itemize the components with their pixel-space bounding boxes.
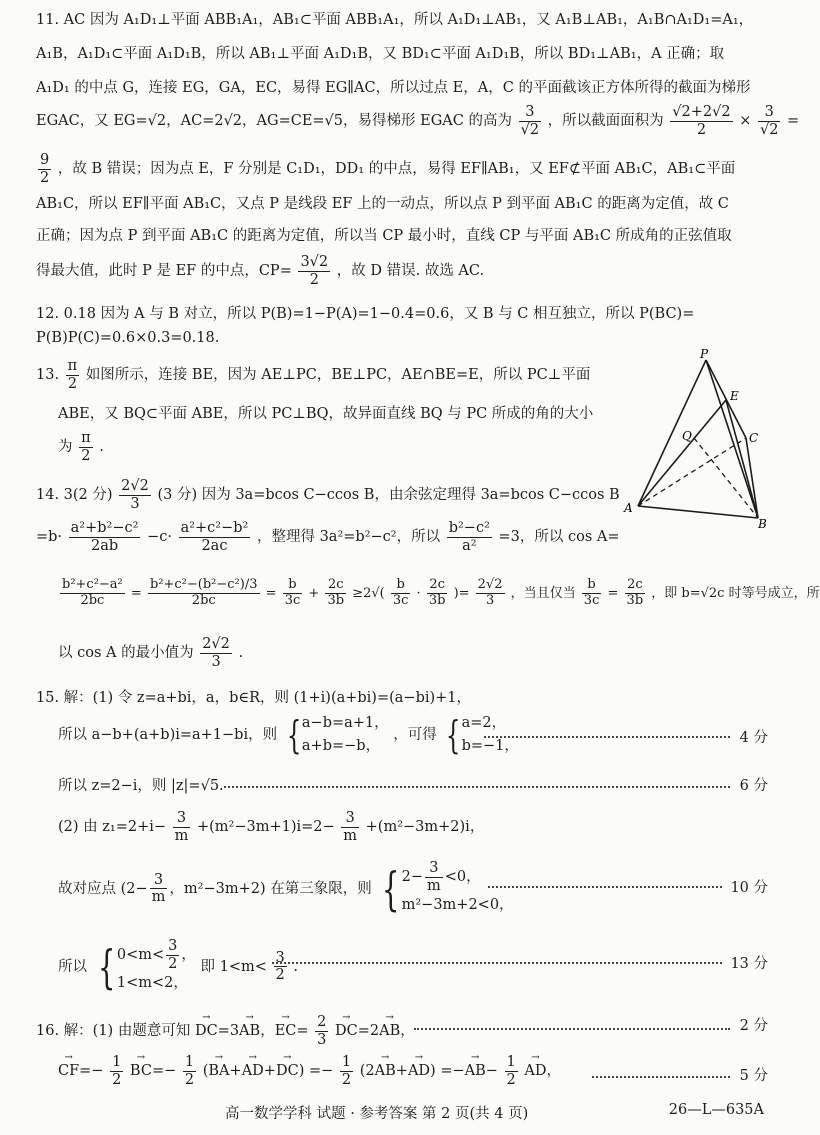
fraction: $\frac{1}{2}$ — [341, 1054, 352, 1088]
fraction: $\frac{3}{m}$ — [151, 871, 166, 906]
score-label: 5 分 — [739, 1068, 768, 1084]
fraction: $\frac{\pi}{2}$ — [81, 430, 91, 464]
dot-leader — [592, 1076, 730, 1078]
score-label: 4 分 — [739, 730, 768, 746]
fraction: $\frac{2√2}{3}$ — [121, 478, 149, 512]
equation-system: 2− $\frac{3}{m}$ <0， m²−3m+2<0， — [401, 860, 514, 914]
equation-system: a−b=a+1， a+b=−b， — [301, 715, 389, 755]
edge-PC — [706, 360, 746, 438]
fraction: $\frac{1}{2}$ — [184, 1054, 195, 1088]
dot-leader — [224, 786, 730, 788]
fraction: $\frac{b}{3c}$ — [284, 577, 301, 608]
fraction: $\frac{1}{2}$ — [112, 1054, 122, 1088]
answer-page: 11. AC 因为 A₁D₁⊥平面 ABB₁A₁，AB₁⊂平面 ABB₁A₁，所以 A₁D₁⊥AB₁，又 A₁B⊥AB₁，A₁B∩A₁D₁=A₁， A₁B，A₁D₁⊂平面 A₁D₁B，所以 AB₁⊥平面 A₁D₁B，又 BD₁⊂平面 A₁D₁B，所以 BD₁⊥AB₁，A 正确；取 A₁D₁ 的中点 G，连接 EG，GA，EC，易得 EG∥AC，所以过点 E，A，C 的平面截该正方体所得的截面为梯形 EGAC，又 EG=√2，AC=2√2，AG=CE=√5，易得梯形 EGAC 的高为 $\frac{3}{√2}$ ，所以截面面积为 $\frac{√2+2√2}{2}$ × $\frac{3}{√2}$ = $\frac{9}{2}$ ，故 B 错误；因为点 E，F 分别是 C₁D₁，DD₁ 的中点，易得 EF∥AB₁，又 EF⊄平面 AB₁C，AB₁⊂平面 AB₁C，所以 EF∥平面 AB₁C，又点 P 是线段 EF 上的一动点，所以点 P 到平面 AB₁C 的距离为定值，故 C 正确；因为点 P 到平面 AB₁C 的距离为定值，所以当 CP 最小时，直线 CP 与平面 AB₁C 所成角的正弦值取 得最大值，此时 P 是 EF 的中点，CP= $\frac{3√2}{2}$ ，故 D 错误. 故选 AC. 12. 0.18 因为 A 与 B 对立，所以 P(B)=1−P(A)=1−0.4=0.6，又 B 与 C 相互独立，所以 P(BC)= P(B)P(C)=0.6×0.3=0.18. 13. $\frac{\pi}{2}$ 如图所示，连接 BE，因为 AE⊥PC，BE⊥PC，AE∩BE=E，所以 PC⊥平面 ABE，又 BQ⊂平面 ABE，所以 PC⊥BQ，故异面直线 BQ 与 PC 所成的角的大小 为 $\frac{\pi}{2}$ . P E Q C A B 14. 3(2 分) $\frac{2√2}{3}$ (3 分) 因为 3a=bcos C−ccos B，由余弦定理得 3a=bcos C−ccos B =b· $\frac{\text{a²+b²−c²}}{2ab}$ −c· $\frac{\text{a²+c²−b²}}{2ac}$ ，整理得 3a²=b²−c²，所以 $\frac{\text{b²−c²}}{\text{a²}}$ =3，所以 cos A= $\frac{\text{b²+c²−a²}}{2bc}$ = $\frac{\text{b²+c²−(b²−c²)/3}}{2bc}$ = $\frac{b}{3c}$ + $\frac{2c}{3b}$ ≥2√( $\frac{b}{3c}$ · $\frac{2c}{3b}$ )= $\frac{2√2}{3}$ ，当且仅当 $\frac{b}{3c}$ = $\frac{2c}{3b}$ ，即 b=√2c 时等号成立，所 以 cos A 的最小值为 $\frac{2√2}{3}$ . 15. 解：(1) 令 z=a+bi，a，b∈R，则 (1+i)(a+bi)=(a−bi)+1， 所以 a−b+(a+b)i=a+1−bi，则 {a−b=a+1， a+b=−b， ，可得 {a=2， b=−1， 4 分 所以 z=2−i，则 |z|=√5. 6 分 (2) 由 z₁=2+i− $\frac{3}{m}$ +(m²−3m+1)i=2− $\frac{3}{m}$ +(m²−3m+2)i， 故对应点 (2− $\frac{3}{m}$ ，m²−3m+2) 在第三象限，则 { 2− $\frac{3}{m}$ <0， m²−3m+2<0， 10 分 所以 { 0<m< $\frac{3}{2}$ ， 1<m<2， 即 1<m< $\frac{3}{2}$ . 13 分 16. 解：(1) 由题意可知 → DC=3→ AB，→ EC= $\frac{2}{3}$ → DC=2→ AB， 2 分 → CF=− $\frac{1}{2}$ → BC=− $\frac{1}{2}$ (→ BA+→ AD+→ DC) =− $\frac{1}{2}$ (2→ AB+→ AD) =−→ AB− $\frac{1}{2}$ → AD， 5 分 高一数学学科 试题 · 参考答案 第 2 页(共 4 页) 26—L—635A — [0, 0, 800, 1135]
score-label: 2 分 — [739, 1018, 768, 1034]
fraction: $\frac{2√2}{3}$ — [477, 577, 503, 608]
score-label: 13 分 — [730, 956, 768, 972]
fraction: $\frac{3}{2}$ — [168, 938, 178, 972]
footer-title: 高一数学学科 试题 · 参考答案 第 2 页(共 4 页) — [225, 1106, 529, 1122]
fraction: $\frac{\text{b²+c²−(b²−c²)/3}}{2bc}$ — [149, 577, 258, 608]
score-label: 6 分 — [739, 778, 768, 794]
dot-leader — [484, 736, 730, 738]
footer-code: 26—L—635A — [668, 1102, 764, 1118]
label-C: C — [749, 431, 759, 445]
edge-EB — [726, 400, 758, 518]
fraction: $\frac{\text{b²−c²}}{\text{a²}}$ — [448, 520, 490, 554]
score-label: 10 分 — [730, 880, 768, 896]
equation-system: 0<m< $\frac{3}{2}$ ， 1<m<2， — [116, 938, 196, 992]
fraction: $\frac{2c}{3b}$ — [428, 577, 446, 608]
dot-leader — [488, 886, 722, 888]
fraction: $\frac{2c}{3b}$ — [626, 577, 644, 608]
edge-AB — [638, 506, 758, 518]
fraction: $\frac{3√2}{2}$ — [300, 254, 329, 288]
fraction: $\frac{\text{a²+b²−c²}}{2ab}$ — [70, 520, 139, 554]
fraction: $\frac{3}{m}$ — [427, 860, 441, 894]
fraction: $\frac{3}{√2}$ — [520, 104, 540, 138]
fraction: $\frac{1}{2}$ — [506, 1054, 516, 1088]
dot-leader — [414, 1028, 730, 1030]
fraction: $\frac{√2+2√2}{2}$ — [672, 104, 731, 138]
tetrahedron-figure — [618, 346, 778, 532]
fraction: $\frac{\text{a²+c²−b²}}{2ac}$ — [180, 520, 249, 554]
fraction: $\frac{2√2}{3}$ — [202, 636, 230, 670]
label-E: E — [730, 389, 739, 403]
fraction: $\frac{b}{3c}$ — [392, 577, 409, 608]
fraction: $\frac{3}{√2}$ — [759, 104, 779, 138]
fraction: $\frac{3}{2}$ — [275, 949, 285, 984]
dot-leader — [272, 962, 722, 964]
label-B: B — [758, 517, 767, 531]
label-P: P — [700, 347, 709, 361]
edge-AE — [638, 400, 726, 506]
fraction: $\frac{\text{b²+c²−a²}}{2bc}$ — [62, 577, 123, 608]
equation-system: a=2， b=−1， — [461, 715, 519, 755]
fraction: $\frac{2}{3}$ — [317, 1014, 327, 1048]
fraction: $\frac{2c}{3b}$ — [327, 577, 345, 608]
fraction: $\frac{3}{m}$ — [174, 810, 189, 844]
label-Q: Q — [682, 429, 692, 443]
fraction: $\frac{b}{3c}$ — [583, 577, 600, 608]
label-A: A — [624, 501, 633, 515]
fraction: $\frac{\pi}{2}$ — [67, 358, 78, 392]
fraction: $\frac{9}{2}$ — [40, 152, 50, 186]
fraction: $\frac{3}{m}$ — [343, 810, 358, 844]
